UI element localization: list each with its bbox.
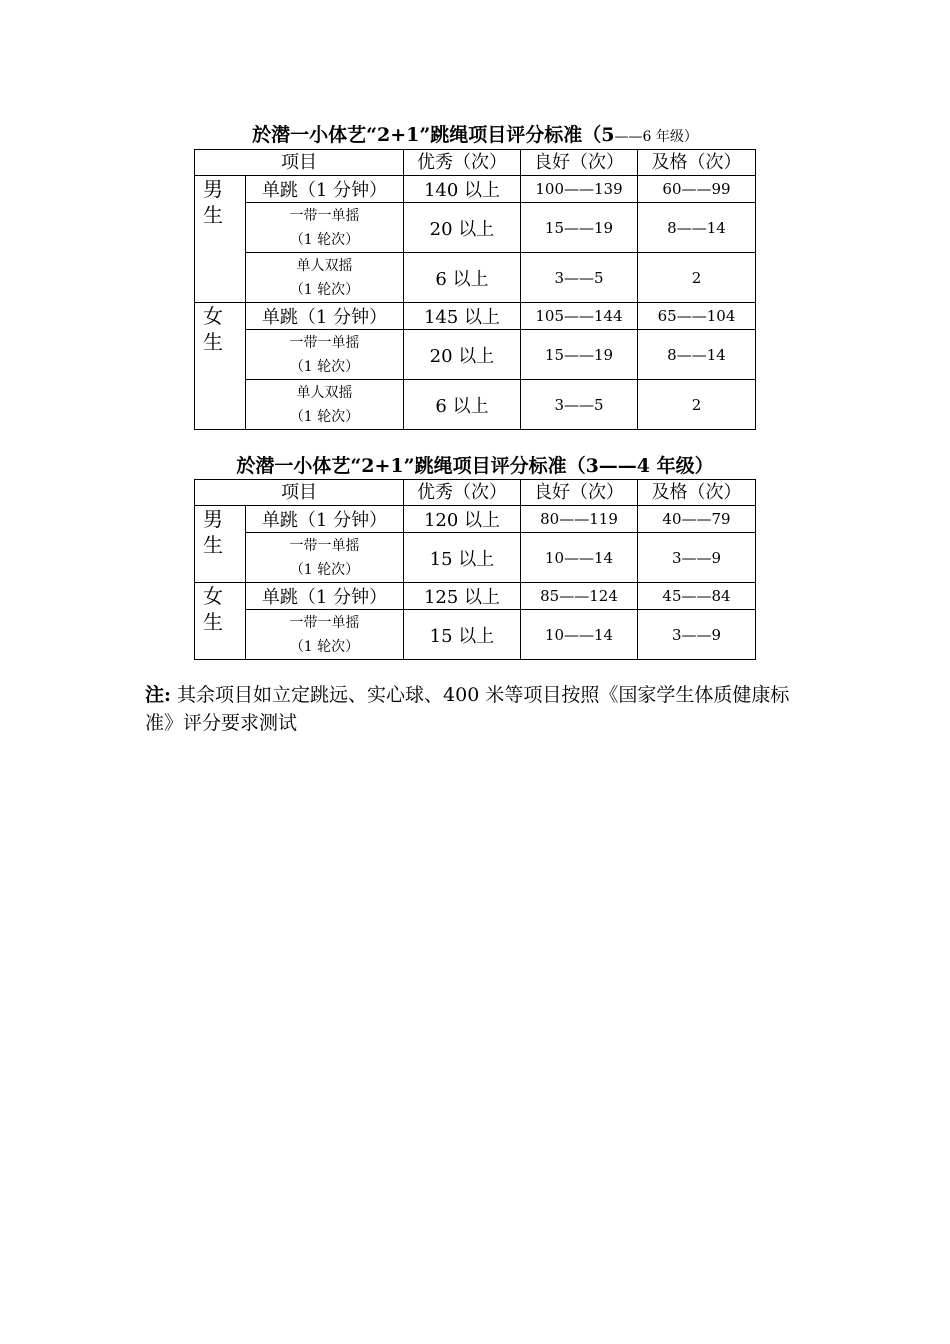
- good-cell: 105——144: [521, 303, 638, 330]
- item-unit: （1 轮次）: [289, 358, 360, 375]
- table-row: [195, 380, 756, 430]
- table1-title: [190, 124, 760, 148]
- excellent-cell: 140 以上: [404, 176, 521, 203]
- table1-title-small: ——6 年级）: [614, 129, 698, 145]
- gender-char: 男: [203, 177, 223, 201]
- header-good: 良好（次）: [521, 480, 638, 506]
- item-cell: 单跳（1 分钟）: [246, 303, 404, 330]
- table-row: [195, 203, 756, 253]
- header-excellent: 优秀（次）: [404, 150, 521, 176]
- table1-score-table: [194, 149, 756, 430]
- item-name: 单人双摇: [296, 384, 353, 401]
- good-cell: 15——19: [521, 330, 638, 380]
- excellent-cell: 120 以上: [404, 506, 521, 533]
- item-unit: （1 轮次）: [289, 408, 360, 425]
- header-pass: 及格（次）: [638, 150, 756, 176]
- excellent-cell: 125 以上: [404, 583, 521, 610]
- good-cell: 15——19: [521, 203, 638, 253]
- table-row: [195, 253, 756, 303]
- table2-header-row: [195, 480, 756, 506]
- gender-cell-girls: [195, 303, 246, 430]
- excellent-cell: 6 以上: [404, 253, 521, 303]
- item-unit: （1 轮次）: [289, 638, 360, 655]
- item-name: 一带一单摇: [289, 614, 360, 631]
- item-unit: （1 轮次）: [289, 561, 360, 578]
- item-name: 一带一单摇: [289, 537, 360, 554]
- gender-char: 生: [203, 203, 223, 227]
- item-unit: （1 轮次）: [289, 231, 360, 248]
- good-cell: 3——5: [521, 253, 638, 303]
- pass-cell: 40——79: [638, 506, 756, 533]
- item-cell: [246, 330, 404, 380]
- table2-title: 於潜一小体艺“2+1”跳绳项目评分标准（3——4 年级）: [236, 455, 714, 477]
- item-cell: [246, 533, 404, 583]
- table-row: [195, 583, 756, 610]
- pass-cell: 3——9: [638, 533, 756, 583]
- header-pass: 及格（次）: [638, 480, 756, 506]
- item-name: 单人双摇: [296, 257, 353, 274]
- good-cell: 10——14: [521, 533, 638, 583]
- header-item: 项目: [195, 480, 404, 506]
- table-row: [195, 303, 756, 330]
- good-cell: 85——124: [521, 583, 638, 610]
- good-cell: 3——5: [521, 380, 638, 430]
- good-cell: 80——119: [521, 506, 638, 533]
- pass-cell: 3——9: [638, 610, 756, 660]
- gender-cell-boys: [195, 506, 246, 583]
- table1-header-row: [195, 150, 756, 176]
- table-row: [195, 610, 756, 660]
- excellent-cell: 145 以上: [404, 303, 521, 330]
- excellent-cell: 15 以上: [404, 533, 521, 583]
- table1-title-main: 於潜一小体艺“2+1”跳绳项目评分标准（5: [252, 124, 615, 146]
- gender-char: 生: [203, 330, 223, 354]
- pass-cell: 8——14: [638, 330, 756, 380]
- excellent-cell: 20 以上: [404, 330, 521, 380]
- footnote: [145, 681, 815, 737]
- gender-cell-girls: [195, 583, 246, 660]
- item-cell: [246, 203, 404, 253]
- table-row: [195, 506, 756, 533]
- gender-char: 女: [203, 584, 223, 608]
- gender-char: 生: [203, 610, 223, 634]
- item-cell: 单跳（1 分钟）: [246, 506, 404, 533]
- header-excellent: 优秀（次）: [404, 480, 521, 506]
- pass-cell: 2: [638, 380, 756, 430]
- gender-char: 男: [203, 507, 223, 531]
- item-name: 一带一单摇: [289, 334, 360, 351]
- item-cell: [246, 253, 404, 303]
- note-text: 其余项目如立定跳远、实心球、400 米等项目按照《国家学生体质健康标准》评分要求测试: [145, 684, 790, 734]
- pass-cell: 8——14: [638, 203, 756, 253]
- table-row: [195, 533, 756, 583]
- item-name: 一带一单摇: [289, 207, 360, 224]
- good-cell: 100——139: [521, 176, 638, 203]
- table-row: [195, 330, 756, 380]
- gender-char: 女: [203, 304, 223, 328]
- gender-char: 生: [203, 533, 223, 557]
- item-cell: 单跳（1 分钟）: [246, 176, 404, 203]
- pass-cell: 45——84: [638, 583, 756, 610]
- header-item: 项目: [195, 150, 404, 176]
- excellent-cell: 15 以上: [404, 610, 521, 660]
- pass-cell: 65——104: [638, 303, 756, 330]
- item-unit: （1 轮次）: [289, 281, 360, 298]
- excellent-cell: 20 以上: [404, 203, 521, 253]
- note-label: 注:: [145, 684, 172, 706]
- item-cell: [246, 610, 404, 660]
- excellent-cell: 6 以上: [404, 380, 521, 430]
- item-cell: [246, 380, 404, 430]
- table-row: [195, 176, 756, 203]
- header-good: 良好（次）: [521, 150, 638, 176]
- gender-cell-boys: [195, 176, 246, 303]
- pass-cell: 60——99: [638, 176, 756, 203]
- table2-score-table: [194, 479, 756, 660]
- good-cell: 10——14: [521, 610, 638, 660]
- pass-cell: 2: [638, 253, 756, 303]
- item-cell: 单跳（1 分钟）: [246, 583, 404, 610]
